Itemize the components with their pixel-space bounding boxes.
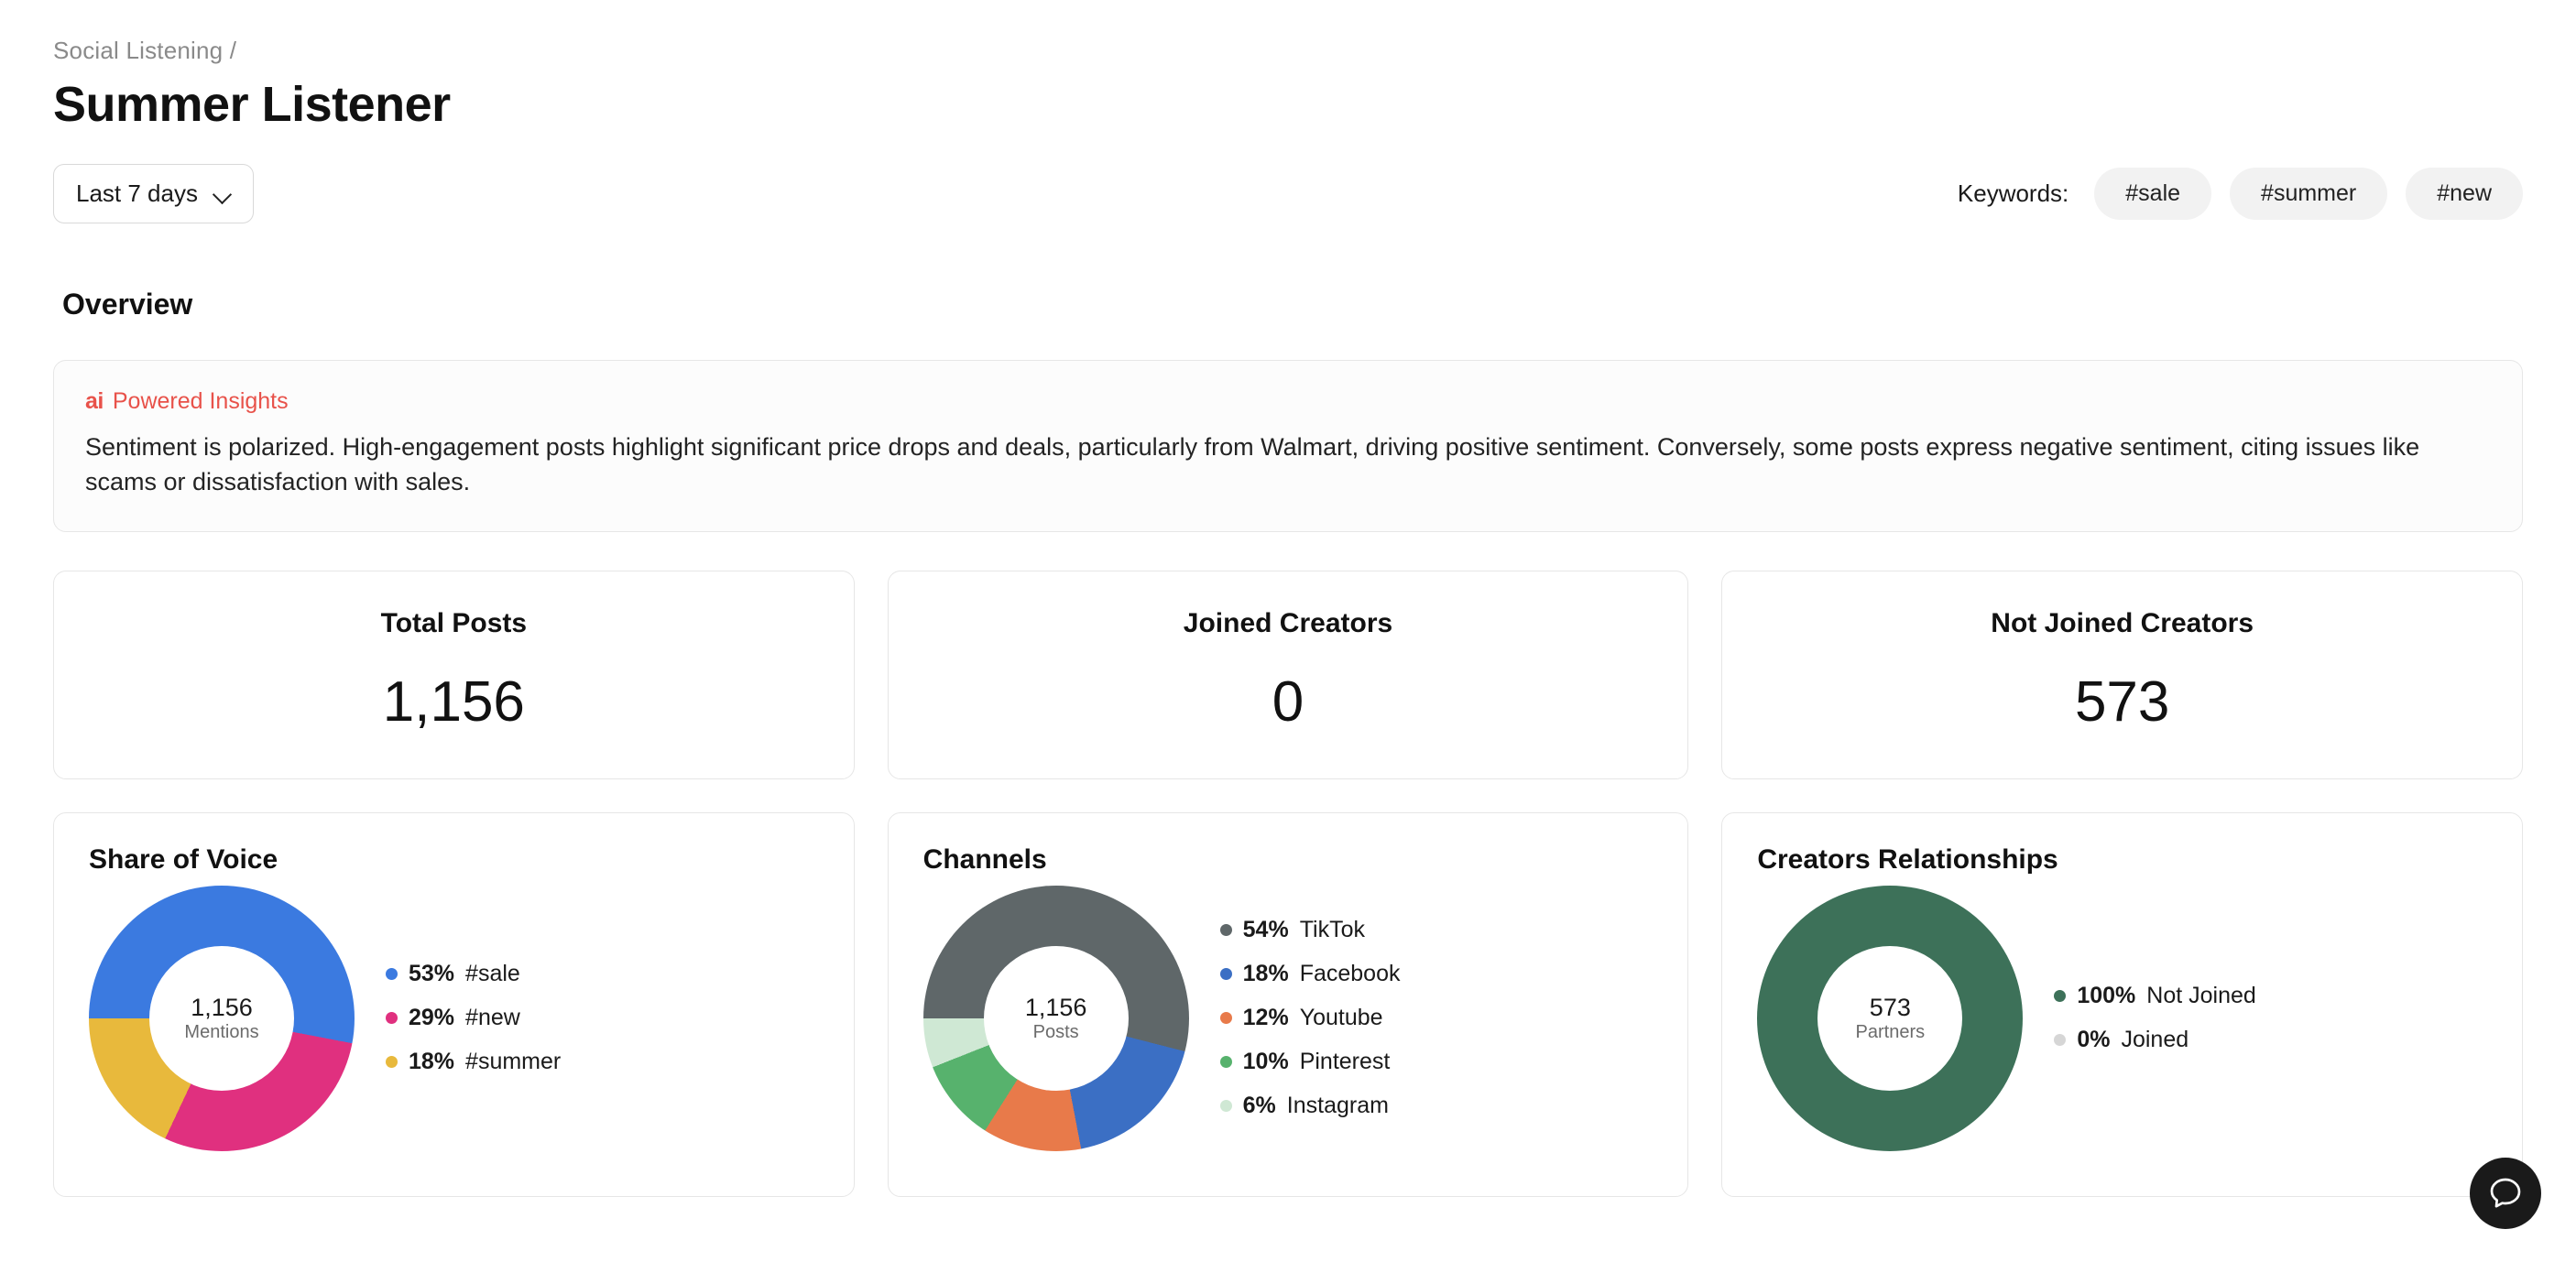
donut-center (1817, 946, 1962, 1091)
chart-legend (386, 961, 561, 1075)
legend-color-dot (386, 1056, 398, 1068)
chart-card-creators-relationships (1721, 812, 2523, 1197)
stat-card-joined-creators (888, 571, 1689, 779)
donut-chart-share-of-voice (89, 886, 355, 1151)
keyword-chip-summer[interactable]: #summer (2230, 168, 2387, 220)
stat-card-total-posts (53, 571, 855, 779)
legend-percent: 54% (1242, 917, 1289, 943)
legend-item (1220, 961, 1401, 987)
legend-percent: 10% (1242, 1049, 1289, 1075)
legend-percent: 53% (409, 961, 455, 987)
chat-bubble-icon (2487, 1175, 2524, 1212)
chart-title: Channels (922, 843, 1047, 875)
chart-title: Share of Voice (89, 843, 278, 875)
ai-insights-panel (53, 360, 2523, 532)
legend-percent: 0% (2077, 1027, 2111, 1053)
chart-body (89, 881, 819, 1156)
stat-value: 1,156 (382, 669, 525, 734)
legend-color-dot (386, 1012, 398, 1024)
legend-color-dot (1220, 968, 1232, 980)
legend-label: Not Joined (2146, 983, 2256, 1009)
keywords-group (1958, 168, 2523, 220)
legend-percent: 29% (409, 1005, 455, 1031)
donut-center-label: Partners (1855, 1021, 1926, 1042)
stat-card-not-joined-creators (1721, 571, 2523, 779)
legend-percent: 12% (1242, 1005, 1289, 1031)
keywords-label: Keywords: (1957, 180, 2069, 207)
legend-color-dot (1220, 1012, 1232, 1024)
legend-color-dot (2054, 1034, 2066, 1046)
legend-label: Instagram (1286, 1093, 1389, 1119)
legend-label: Youtube (1299, 1005, 1383, 1031)
legend-label: Joined (2121, 1027, 2189, 1053)
chart-legend (1220, 917, 1401, 1119)
donut-center-value: 1,156 (1024, 993, 1087, 1021)
ai-sparkle-icon: ai (85, 388, 104, 414)
legend-percent: 6% (1242, 1093, 1276, 1119)
donut-chart-channels (923, 886, 1189, 1151)
page-title: Summer Listener (53, 77, 451, 132)
legend-item (386, 1005, 561, 1031)
chart-card-share-of-voice (53, 812, 855, 1197)
legend-label: #new (465, 1005, 520, 1031)
chat-bubble-button[interactable] (2470, 1158, 2541, 1229)
donut-center-label: Posts (1032, 1021, 1079, 1042)
legend-item (2054, 1027, 2255, 1053)
legend-color-dot (1220, 924, 1232, 936)
chart-body (1757, 881, 2487, 1156)
ai-insights-label: Powered Insights (112, 388, 289, 414)
legend-percent: 18% (409, 1049, 455, 1075)
ai-insights-text: Sentiment is polarized. High-engagement posts highlight significant price drops and deals, particularly from Walmart, driving positive sentiment. Conversely, some posts express negative sentiment, citing issues like scams or dissatisfaction with sales. (85, 433, 2420, 496)
legend-item (1220, 1005, 1401, 1031)
donut-center (149, 946, 294, 1091)
legend-color-dot (2054, 990, 2066, 1002)
chart-body (923, 881, 1654, 1156)
legend-label: #sale (465, 961, 520, 987)
date-range-select[interactable] (53, 164, 254, 223)
legend-color-dot (1220, 1056, 1232, 1068)
stat-title: Total Posts (380, 607, 528, 638)
stat-title: Joined Creators (1183, 607, 1393, 638)
keyword-chip-new[interactable]: #new (2406, 168, 2523, 220)
legend-item (386, 1049, 561, 1075)
ai-insights-header (85, 388, 2491, 415)
legend-label: #summer (465, 1049, 562, 1075)
donut-center-value: 1,156 (191, 993, 253, 1021)
controls-row (53, 164, 2523, 223)
stat-value: 0 (1272, 669, 1304, 734)
section-title-overview: Overview (62, 288, 193, 321)
chart-card-channels (888, 812, 1689, 1197)
charts-grid (53, 812, 2523, 1197)
legend-item (1220, 917, 1401, 943)
stats-grid (53, 571, 2523, 779)
chart-title: Creators Relationships (1757, 843, 2058, 875)
legend-percent: 18% (1242, 961, 1289, 987)
donut-center-label: Mentions (184, 1021, 259, 1042)
legend-color-dot (1220, 1100, 1232, 1112)
legend-item (1220, 1093, 1401, 1119)
donut-chart-creators-relationships (1757, 886, 2023, 1151)
legend-color-dot (386, 968, 398, 980)
legend-item (386, 961, 561, 987)
legend-label: Facebook (1299, 961, 1401, 987)
date-range-value: Last 7 days (76, 180, 198, 207)
legend-item (2054, 983, 2255, 1009)
keyword-chip-sale[interactable]: #sale (2094, 168, 2211, 220)
chart-legend (2054, 983, 2255, 1053)
chevron-down-icon (214, 186, 231, 202)
donut-center-value: 573 (1869, 993, 1911, 1021)
legend-percent: 100% (2077, 983, 2136, 1009)
legend-item (1220, 1049, 1401, 1075)
legend-label: Pinterest (1299, 1049, 1391, 1075)
breadcrumb[interactable]: Social Listening / (53, 37, 237, 64)
stat-value: 573 (2074, 669, 2170, 734)
stat-title: Not Joined Creators (1991, 607, 2254, 638)
legend-label: TikTok (1299, 917, 1366, 943)
donut-center (984, 946, 1129, 1091)
